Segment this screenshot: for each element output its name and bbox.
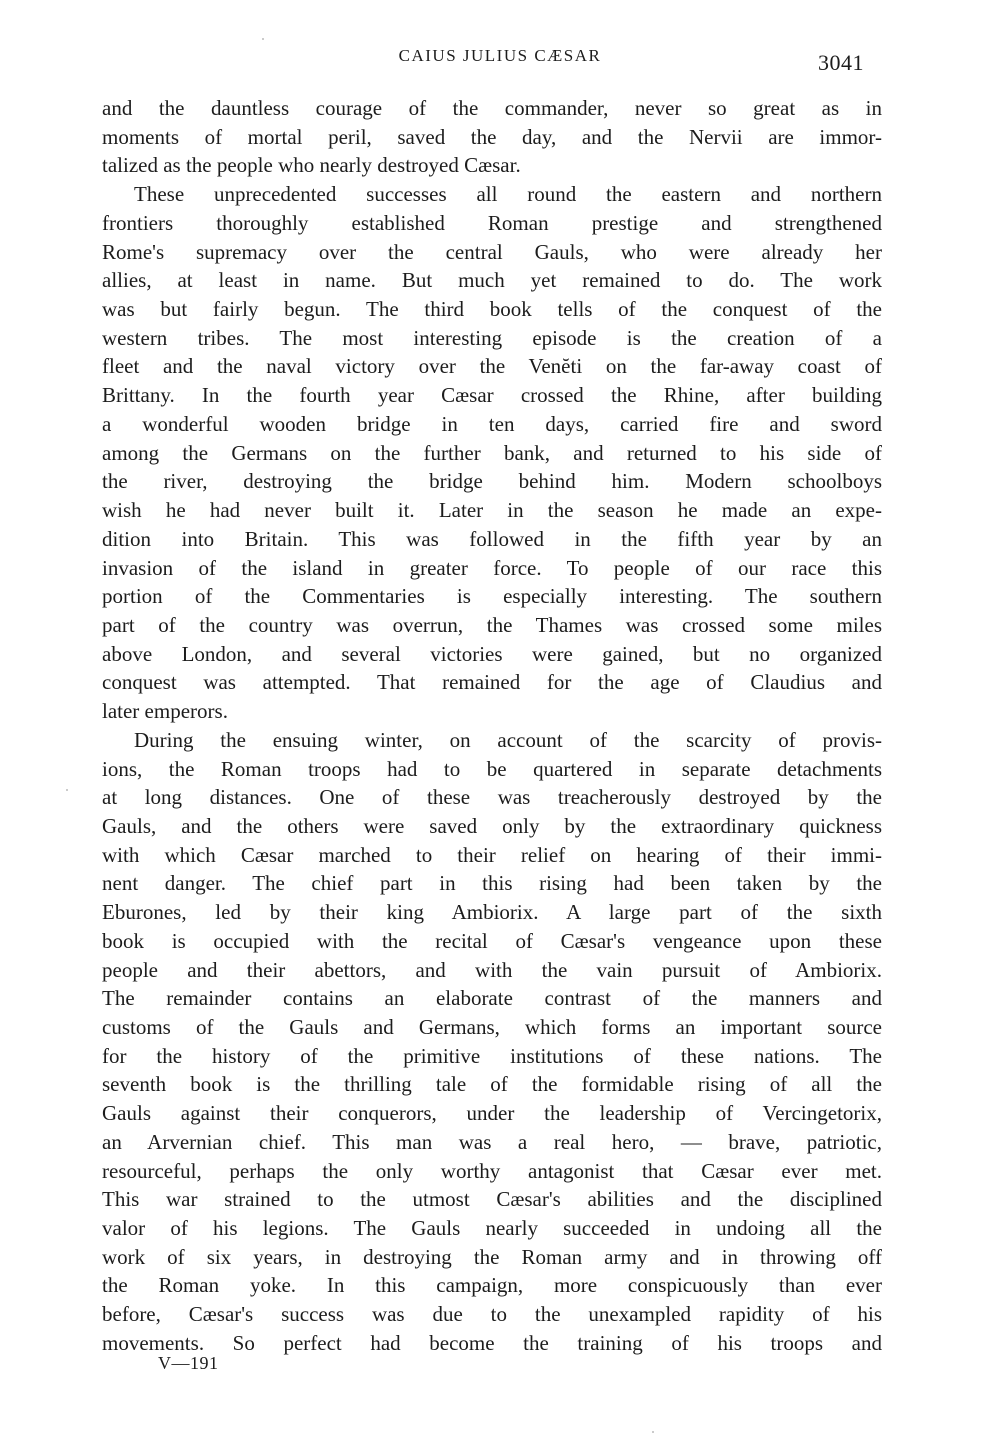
text-line: Rome's supremacy over the central Gauls, who were already her: [102, 239, 882, 264]
signature-mark: V—191: [158, 1353, 219, 1373]
text-line: During the ensuing winter, on account of the scarcity of provis-: [134, 727, 882, 752]
paper-speck: [66, 789, 68, 791]
text-line: customs of the Gauls and Germans, which forms an important source: [102, 1015, 882, 1039]
text-line: above London, and several victories were gained, but no organized: [102, 641, 882, 666]
text-line: resourceful, perhaps the only worthy antagonist that Cæsar ever met.: [102, 1158, 882, 1183]
text-line: with which Cæsar marched to their relief on hearing of their immi-: [102, 842, 882, 867]
running-head-title: CAIUS JULIUS CÆSAR: [398, 46, 602, 65]
text-line: Gauls against their conquerors, under the leadership of Vercingetorix,: [102, 1101, 882, 1126]
text-line: Gauls, and the others were saved only by the extraordinary quickness: [102, 813, 882, 838]
text-line: was but fairly begun. The third book tells of the conquest of the: [102, 297, 882, 322]
text-line: seventh book is the thrilling tale of the formidable rising of all the: [102, 1072, 882, 1097]
text-line: ions, the Roman troops had to be quartered in separate detachments: [102, 756, 882, 781]
text-line: the Roman yoke. In this campaign, more conspicuously than ever: [102, 1273, 882, 1298]
text-line: These unprecedented successes all round the eastern and northern: [134, 182, 882, 207]
text-line: Brittany. In the fourth year Cæsar crossed the Rhine, after building: [102, 383, 882, 408]
text-line: movements. So perfect had become the training of his troops and: [102, 1330, 882, 1355]
text-line: wish he had never built it. Later in the season he made an expe-: [102, 498, 882, 523]
text-line: an Arvernian chief. This man was a real hero, — brave, patriotic,: [102, 1129, 882, 1154]
page-number: 3041: [818, 50, 864, 75]
text-line: western tribes. The most interesting episode is the creation of a: [102, 325, 882, 350]
text-line: valor of his legions. The Gauls nearly succeeded in undoing all the: [102, 1216, 882, 1241]
text-line: frontiers thoroughly established Roman prestige and strengthened: [102, 210, 882, 235]
text-line: This war strained to the utmost Cæsar's abilities and the disciplined: [102, 1187, 882, 1212]
text-line: dition into Britain. This was followed in the fifth year by an: [102, 526, 882, 551]
text-line: The remainder contains an elaborate contrast of the manners and: [102, 986, 882, 1011]
text-line: invasion of the island in greater force. To people of our race this: [102, 555, 882, 580]
text-line: conquest was attempted. That remained for the age of Claudius and: [102, 670, 882, 695]
text-line: people and their abettors, and with the vain pursuit of Ambiorix.: [102, 957, 882, 982]
paper-speck: [262, 38, 264, 40]
text-line: a wonderful wooden bridge in ten days, carried fire and sword: [102, 411, 882, 436]
text-line: part of the country was overrun, the Thames was crossed some miles: [102, 612, 882, 637]
paper-speck: [652, 1431, 654, 1433]
body-text: [102, 94, 882, 1358]
text-line: and the dauntless courage of the commander, never so great as in: [102, 96, 882, 120]
text-line: before, Cæsar's success was due to the unexampled rapidity of his: [102, 1302, 882, 1327]
text-line: allies, at least in name. But much yet remained to do. The work: [102, 268, 882, 293]
text-line: later emperors.: [102, 699, 228, 724]
text-line: the river, destroying the bridge behind him. Modern schoolboys: [102, 469, 882, 494]
text-line: talized as the people who nearly destroyed Cæsar.: [102, 153, 521, 178]
text-line: portion of the Commentaries is especially interesting. The southern: [102, 584, 882, 609]
text-line: nent danger. The chief part in this rising had been taken by the: [102, 871, 882, 896]
text-line: Eburones, led by their king Ambiorix. A large part of the sixth: [102, 900, 882, 925]
text-line: work of six years, in destroying the Roman army and in throwing off: [102, 1244, 882, 1269]
text-line: for the history of the primitive institutions of these nations. The: [102, 1043, 882, 1068]
text-line: among the Germans on the further bank, and returned to his side of: [102, 440, 882, 465]
text-line: book is occupied with the recital of Cæsar's vengeance upon these: [102, 928, 882, 953]
text-line: at long distances. One of these was treacherously destroyed by the: [102, 785, 882, 810]
text-line: moments of mortal peril, saved the day, and the Nervii are immor-: [102, 124, 882, 149]
text-line: fleet and the naval victory over the Venĕti on the far-away coast of: [102, 354, 882, 379]
